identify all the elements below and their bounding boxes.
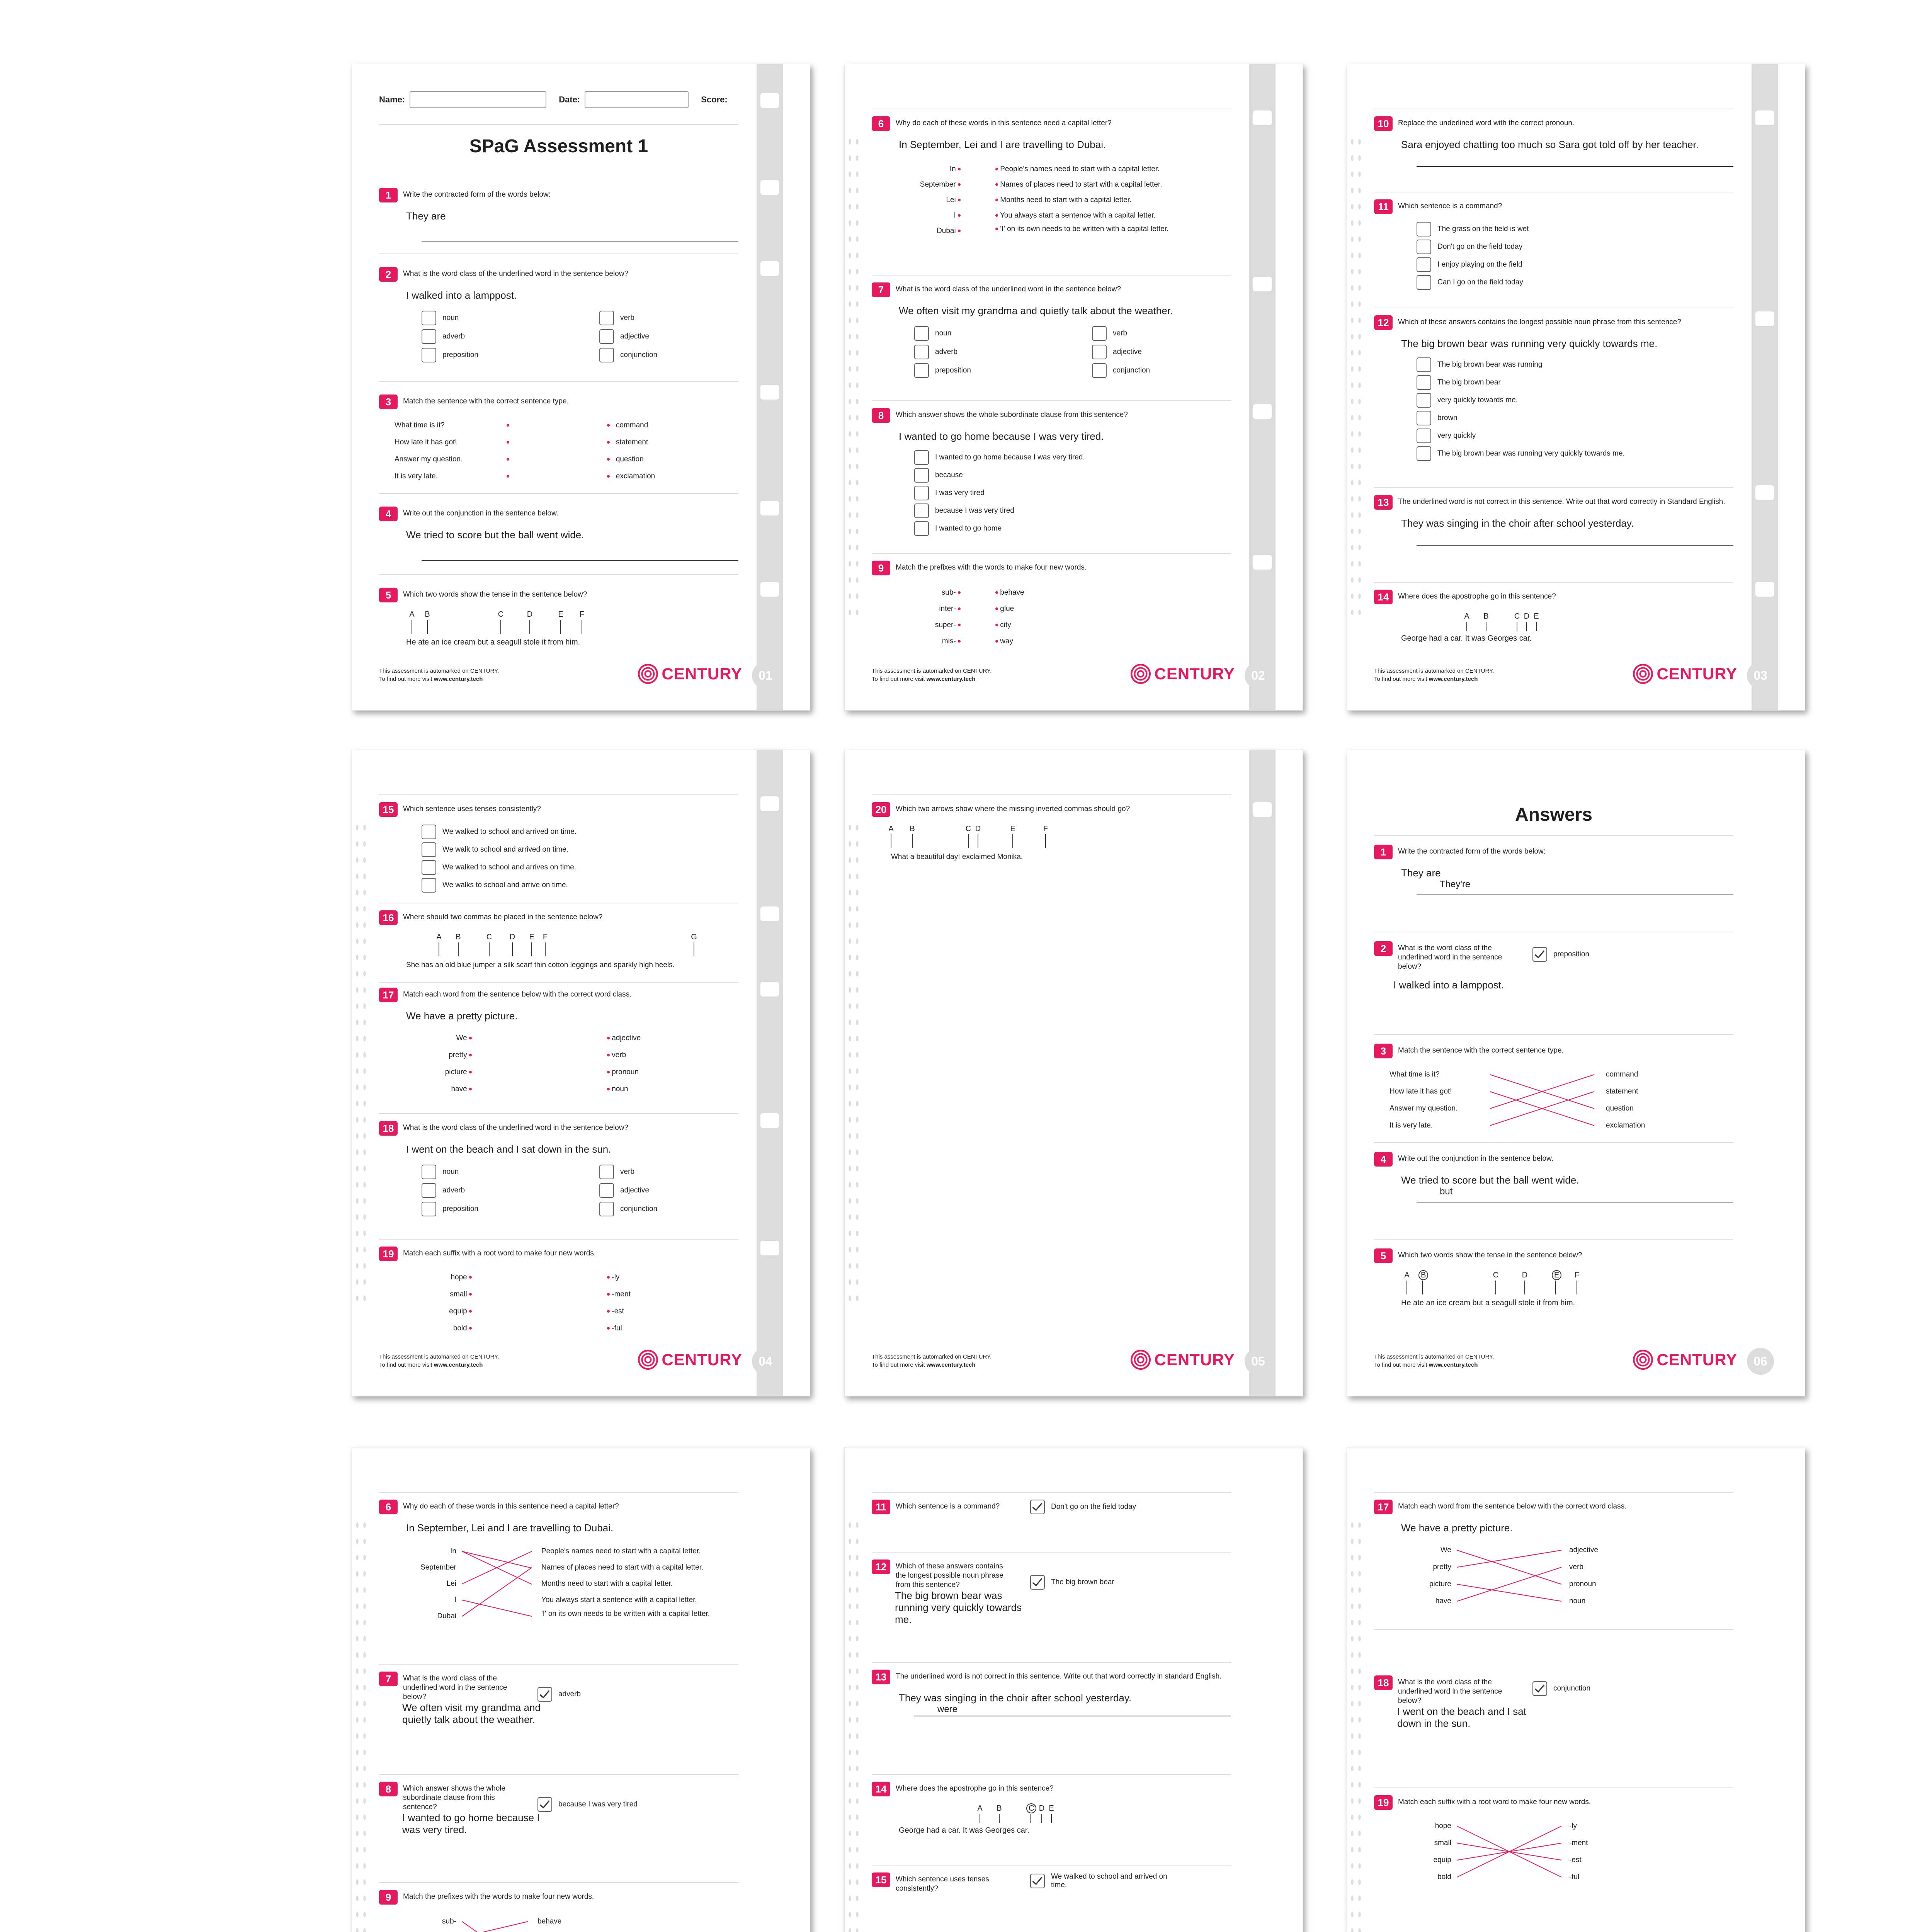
checkbox[interactable] <box>1417 222 1431 236</box>
checkbox[interactable] <box>599 329 614 344</box>
answer-12: 12 Which of these answers contains the longest possible noun phrase from this sentence? The big brown bear The big brown bear was running very quickly towards me. <box>872 1560 1231 1626</box>
answer-4: 4 Write out the conjunction in the sentence below. We tried to score but the ball went wide. but <box>1374 1152 1733 1202</box>
page-number: 04 <box>752 1348 779 1375</box>
arrow-b[interactable]: B <box>1482 612 1490 631</box>
checkbox[interactable] <box>1417 429 1431 443</box>
page-number: 03 <box>1747 662 1774 689</box>
question-4 <box>379 507 738 561</box>
checkbox[interactable] <box>422 842 436 857</box>
question-10: 10 Replace the underlined word with the correct pronoun. Sara enjoyed chatting too much so Sara got told off by her teacher. <box>1374 116 1733 167</box>
checkbox[interactable] <box>422 329 436 344</box>
page-number: 05 <box>1245 1348 1272 1375</box>
match-left: How late it has got! <box>395 438 457 446</box>
page-number: 06 <box>1747 1348 1774 1375</box>
checkbox[interactable] <box>1417 446 1431 461</box>
checkbox[interactable] <box>1417 275 1431 290</box>
arrow-c[interactable]: C <box>497 610 505 634</box>
header-fields <box>379 91 728 108</box>
match-right: command <box>616 421 648 429</box>
checkbox[interactable] <box>599 1183 614 1198</box>
arrow-d[interactable]: D <box>526 610 534 634</box>
checkbox[interactable] <box>914 503 929 518</box>
answers-page-8 <box>844 1447 1303 1932</box>
question-16: 16 Where should two commas be placed in the sentence below? A B C D E F G She has an old blue jumper a silk scarf thin cotton leggings and sparkly high heels. <box>379 910 738 969</box>
answer-3: 3 Match the sentence with the correct sentence type. What time is it? How late it has got! Answer my question. It is very late. command statement question exclamation <box>1374 1044 1733 1132</box>
name-field[interactable] <box>410 91 546 108</box>
question-14: 14 Where does the apostrophe go in this sentence? A B C D E George had a car. It was Georges car. <box>1374 590 1733 643</box>
answer-15: 15 Which sentence uses tenses consistently? We walked to school and arrived on time. <box>872 1872 1231 1893</box>
prompt-sentence: We tried to score but the ball went wide. <box>406 529 584 541</box>
century-logo: CENTURY <box>1633 664 1737 684</box>
arrow-a[interactable]: A <box>408 610 416 634</box>
question-7: 7 What is the word class of the underlined word in the sentence below? We often visit my grandma and quietly talk about the weather. noun verb adverb adjective preposition conjunction <box>872 282 1231 378</box>
prompt-sentence: He ate an ice cream but a seagull stole it from him. <box>406 638 580 646</box>
checkbox[interactable] <box>422 1202 436 1216</box>
question-11: 11 Which sentence is a command? The grass on the field is wet Don't go on the field today I enjoy playing on the field Can I go on the field today <box>1374 199 1733 290</box>
checkbox[interactable] <box>422 860 436 875</box>
answer-1: 1 Write the contracted form of the words below: They are They're <box>1374 845 1733 895</box>
question-number: 1 <box>379 188 398 202</box>
match-right: statement <box>616 438 648 446</box>
footer-link[interactable]: www.century.tech <box>926 1362 976 1368</box>
question-number: 6 <box>872 116 890 131</box>
match-right: exclamation <box>616 472 655 480</box>
prompt-sentence: In September, Lei and I are travelling to Dubai. <box>899 139 1106 150</box>
answer-2: 2 What is the word class of the underlined word in the sentence below? preposition I walked into a lamppost. <box>1374 941 1733 991</box>
checkbox[interactable] <box>914 363 929 378</box>
checkbox[interactable] <box>1417 240 1431 254</box>
century-logo-icon <box>1633 1350 1653 1370</box>
question-3 <box>379 395 738 483</box>
question-18: 18 What is the word class of the underlined word in the sentence below? I went on the beach and I sat down in the sun. noun verb adverb adjective preposition conjunction <box>379 1121 738 1216</box>
answer-17: 17 Match each word from the sentence below with the correct word class. We have a pretty picture. We pretty picture have adjective verb pronoun noun <box>1374 1500 1733 1607</box>
match-left: It is very late. <box>395 472 438 480</box>
arrow-a[interactable]: A <box>1463 612 1471 631</box>
question-text: Why do each of these words in this sentence need a capital letter? <box>896 119 1112 127</box>
answers-page-9 <box>1347 1447 1805 1932</box>
century-logo-icon <box>1131 1350 1151 1370</box>
question-12: 12 Which of these answers contains the longest possible noun phrase from this sentence? The big brown bear was running very quickly towards me. The big brown bear was running The big brown bear very quickly towards me. brown very quickly The big brown bear was running very quickly towards me. <box>1374 315 1733 461</box>
option-label: preposition <box>442 351 478 359</box>
century-logo: CENTURY <box>1131 1350 1235 1370</box>
checkbox[interactable] <box>1092 363 1107 378</box>
score-label: Score: <box>701 95 728 104</box>
option-label: adverb <box>442 332 465 340</box>
worksheet-page-5: 20 Which two arrows show where the missing inverted commas should go? A B C D E F What a beautiful day! exclaimed Monika. This assessment is automarked on CENTURY. To find out more visit www.century.tech CENTURY 05 <box>844 750 1303 1396</box>
question-number: 4 <box>379 507 398 521</box>
worksheet-page-3: 10 Replace the underlined word with the correct pronoun. Sara enjoyed chatting too much so Sara got told off by her teacher. 11 Which sentence is a command? The grass on the field is wet Don't go on the field today I enjoy playing on the field Can I go on the field today 12 Which of these answers contains the longest possible noun phrase from this sentence? The big brown bear was running very quickly towards me. The big brown bear was running The big brown bear very quickly towards me. brown very quickly The big brown bear was running very quickly towards me. 13 The underlined word is not correct in this sentence. Write out that word correctly in Standard English. They was singing in the choir after school yesterday. 14 Where does the apostrophe go in this sentence? A B C D E George had a car. It was Georges car. This assessment is automarked on CENTURY. To find out more visit www.century.tech CENTURY 03 <box>1347 64 1805 711</box>
question-19: 19 Match each suffix with a root word to make four new words. hope small equip bold -ly -ment -est -ful <box>379 1247 738 1335</box>
checkbox[interactable] <box>422 348 436 362</box>
prompt-words: They are <box>406 210 446 222</box>
question-text: Write out the conjunction in the sentence below. <box>403 509 559 517</box>
page-title: SPaG Assessment 1 <box>469 136 648 156</box>
question-text: Match the sentence with the correct sentence type. <box>403 397 569 405</box>
date-field[interactable] <box>585 91 689 108</box>
arrow-d[interactable]: D <box>1523 612 1531 631</box>
arrow-f[interactable]: F <box>578 610 586 634</box>
answer-14: 14 Where does the apostrophe go in this sentence? A B C D E George had a car. It was Georges car. <box>872 1782 1231 1835</box>
footer-link[interactable]: www.century.tech <box>926 676 976 682</box>
prompt-sentence: I walked into a lamppost. <box>406 289 517 301</box>
match-left: What time is it? <box>395 421 445 429</box>
page-number: 02 <box>1245 662 1272 689</box>
question-2 <box>379 267 738 362</box>
checkbox[interactable] <box>914 521 929 536</box>
century-logo-icon <box>638 1350 658 1370</box>
answers-page-7 <box>352 1447 810 1932</box>
checkbox[interactable] <box>1417 357 1431 372</box>
arrow-e[interactable]: E <box>1532 612 1540 631</box>
footer-link[interactable]: www.century.tech <box>1429 1362 1478 1368</box>
question-6: 6 Why do each of these words in this sentence need a capital letter? In September, Lei and I are travelling to Dubai. In September Lei I Dubai People's names need to start with a capital letter. Names of places need to start with a capital letter. Months need to start with a capital letter. You always start a sentence with a capital letter. 'I' on its own needs to be written with a capital letter. <box>872 116 1231 247</box>
footer-link[interactable]: www.century.tech <box>434 1362 483 1368</box>
question-text: What is the word class of the underlined word in the sentence below? <box>403 270 628 278</box>
answer-6: 6 Why do each of these words in this sentence need a capital letter? In September, Lei and I are travelling to Dubai. In September Lei I Dubai People's names need to start with a capital letter. Names of places need to start with a capital letter. Months need to start with a capital letter. You always start a sentence with a capital letter. 'I' on its own needs to be written with a capital letter. <box>379 1500 738 1634</box>
answer-19: 19 Match each suffix with a root word to make four new words. hope small equip bold -ly -ment -est -ful <box>1374 1795 1733 1883</box>
checked-box <box>1532 947 1547 962</box>
checkbox[interactable] <box>1092 345 1107 359</box>
date-label: Date: <box>559 95 580 104</box>
century-logo: CENTURY <box>1131 664 1235 684</box>
option-label: conjunction <box>620 351 658 359</box>
checkbox[interactable] <box>1417 375 1431 390</box>
checkbox[interactable] <box>422 1165 436 1179</box>
question-20: 20 Which two arrows show where the missing inverted commas should go? A B C D E F What a beautiful day! exclaimed Monika. <box>872 802 1231 861</box>
answer-line[interactable] <box>1417 151 1733 167</box>
worksheet-page-2: 6 Why do each of these words in this sentence need a capital letter? In September, Lei and I are travelling to Dubai. In September Lei I Dubai People's names need to start with a capital letter. Names of places need to start with a capital letter. Months need to start with a capital letter. You always start a sentence with a capital letter. 'I' on its own needs to be written with a capital letter. 7 What is the word class of the underlined word in the sentence below? We often visit my grandma and quietly talk about the weather. noun verb adverb adjective preposition conjunction 8 Which answer shows the whole subordinate clause from this sentence? I wanted to go home because I was very tired. I wanted to go home because I was very tired. because I was very tired because I was very tired I wanted to go home 9 Match the prefixes with the words to make four new words. sub- inter- super- mis- behave glue city way This assessment is automarked on CENTURY. To find out more visit www.century.tech CENTURY 02 <box>844 64 1303 711</box>
checkbox[interactable] <box>422 878 436 893</box>
question-9: 9 Match the prefixes with the words to make four new words. sub- inter- super- mis- behave glue city way <box>872 561 1231 649</box>
arrow-c[interactable]: C <box>1513 612 1521 631</box>
question-15: 15 Which sentence uses tenses consistently? We walked to school and arrived on time. We walk to school and arrived on time. We walked to school and arrives on time. We walks to school and arrive on time. <box>379 802 738 893</box>
answer-13: 13 The underlined word is not correct in this sentence. Write out that word correctly in standard English. They was singing in the choir after school yesterday. were <box>872 1670 1231 1716</box>
checkbox[interactable] <box>914 468 929 483</box>
checkbox[interactable] <box>914 486 929 500</box>
question-13: 13 The underlined word is not correct in this sentence. Write out that word correctly in Standard English. They was singing in the choir after school yesterday. <box>1374 495 1733 546</box>
question-1 <box>379 188 738 242</box>
checkbox[interactable] <box>422 311 436 325</box>
option-grid <box>422 311 738 362</box>
option-label: noun <box>442 314 459 322</box>
option-label: adjective <box>620 332 649 340</box>
question-number: 3 <box>379 395 398 409</box>
footer-link[interactable]: www.century.tech <box>434 676 483 682</box>
checkbox[interactable] <box>422 825 436 839</box>
century-logo-icon <box>1633 664 1653 684</box>
match-right: question <box>616 455 644 463</box>
answer-18: 18 What is the word class of the underlined word in the sentence below? conjunction I went on the beach and I sat down in the sun. <box>1374 1675 1733 1730</box>
checkbox[interactable] <box>1417 393 1431 408</box>
answer-7: 7 What is the word class of the underlined word in the sentence below? adverb We often visit my grandma and quietly talk about the weather. <box>379 1672 738 1726</box>
answer-line[interactable] <box>1417 529 1733 546</box>
century-logo: CENTURY <box>638 1350 742 1370</box>
checkbox[interactable] <box>914 326 929 341</box>
arrow-b[interactable]: B <box>423 610 431 634</box>
option-label: verb <box>620 314 634 322</box>
checkbox[interactable] <box>1092 326 1107 341</box>
question-number: 5 <box>379 588 398 602</box>
match-left: Answer my question. <box>395 455 463 463</box>
answer-text: They're <box>1417 879 1733 895</box>
checkbox[interactable] <box>599 311 614 325</box>
century-logo-icon <box>1131 664 1151 684</box>
page-title: Answers <box>1515 804 1593 825</box>
century-logo-icon <box>638 664 658 684</box>
binding-strip <box>757 64 783 710</box>
answer-8: 8 Which answer shows the whole subordinate clause from this sentence? because I was very tired I wanted to go home because I was very tired. <box>379 1782 738 1836</box>
century-logo: CENTURY <box>638 664 742 684</box>
page-number: 01 <box>752 662 779 689</box>
answer-line[interactable] <box>422 545 738 561</box>
question-5 <box>379 588 738 647</box>
checkbox[interactable] <box>1417 257 1431 272</box>
century-logo: CENTURY <box>1633 1350 1737 1370</box>
answers-page-6: Answers 1 Write the contracted form of the words below: They are They're 2 What is the word class of the underlined word in the sentence below? preposition I walked into a lamppost. 3 Match the sentence with the correct sentence type. What time is it? How late it has got! Answer my question. It is very late. command statement question exclamation 4 Write out the conjunction in the sentence below. We tried to score but the ball went wide. but 5 Which two words show the tense in the sentence below? A B C D E F He ate an ice cream but a seagull stole it from him. This assessment is automarked on CENTURY. To find out more visit www.century.tech CENTURY 06 <box>1347 750 1805 1396</box>
question-17: 17 Match each word from the sentence below with the correct word class. We have a pretty picture. We pretty picture have adjective verb pronoun noun <box>379 988 738 1095</box>
worksheet-page-4: 15 Which sentence uses tenses consistently? We walked to school and arrived on time. We walk to school and arrived on time. We walked to school and arrives on time. We walks to school and arrive on time. 16 Where should two commas be placed in the sentence below? A B C D E F G She has an old blue jumper a silk scarf thin cotton leggings and sparkly high heels. 17 Match each word from the sentence below with the correct word class. We have a pretty picture. We pretty picture have adjective verb pronoun noun 18 What is the word class of the underlined word in the sentence below? I went on the beach and I sat down in the sun. noun verb adverb adjective preposition conjunction 19 Match each suffix with a root word to make four new words. hope small equip bold -ly -ment -est -ful This assessment is automarked on CENTURY. To find out more visit www.century.tech CENTURY 04 <box>352 750 810 1396</box>
checkbox[interactable] <box>599 1202 614 1216</box>
question-text: Write the contracted form of the words below: <box>403 190 551 199</box>
arrow-e[interactable]: E <box>557 610 565 634</box>
worksheet-page-1 <box>352 64 810 711</box>
footer: This assessment is automarked on CENTURY. To find out more visit www.century.tech <box>379 668 499 682</box>
footer-link[interactable]: www.century.tech <box>1429 676 1478 682</box>
answer-line[interactable] <box>422 226 738 242</box>
match-lines <box>1490 1066 1606 1136</box>
matching-exercise <box>379 417 738 483</box>
question-number: 2 <box>379 267 398 282</box>
answer-11: 11 Which sentence is a command? Don't go on the field today <box>872 1500 1231 1514</box>
arrow-selector <box>406 610 738 647</box>
name-label: Name: <box>379 95 405 104</box>
checkbox[interactable] <box>914 345 929 359</box>
answer-9: 9 Match the prefixes with the words to make four new words. sub- behave <box>379 1890 738 1932</box>
answer-5: 5 Which two words show the tense in the sentence below? A B C D E F He ate an ice cream but a seagull stole it from him. <box>1374 1248 1733 1308</box>
checkbox[interactable] <box>422 1183 436 1198</box>
question-8: 8 Which answer shows the whole subordinate clause from this sentence? I wanted to go home because I was very tired. I wanted to go home because I was very tired. because I was very tired because I was very tired I wanted to go home <box>872 408 1231 536</box>
question-text: Which two words show the tense in the sentence below? <box>403 590 587 599</box>
checkbox[interactable] <box>599 348 614 362</box>
checkbox[interactable] <box>1417 411 1431 425</box>
checkbox[interactable] <box>914 450 929 465</box>
checkbox[interactable] <box>599 1165 614 1179</box>
